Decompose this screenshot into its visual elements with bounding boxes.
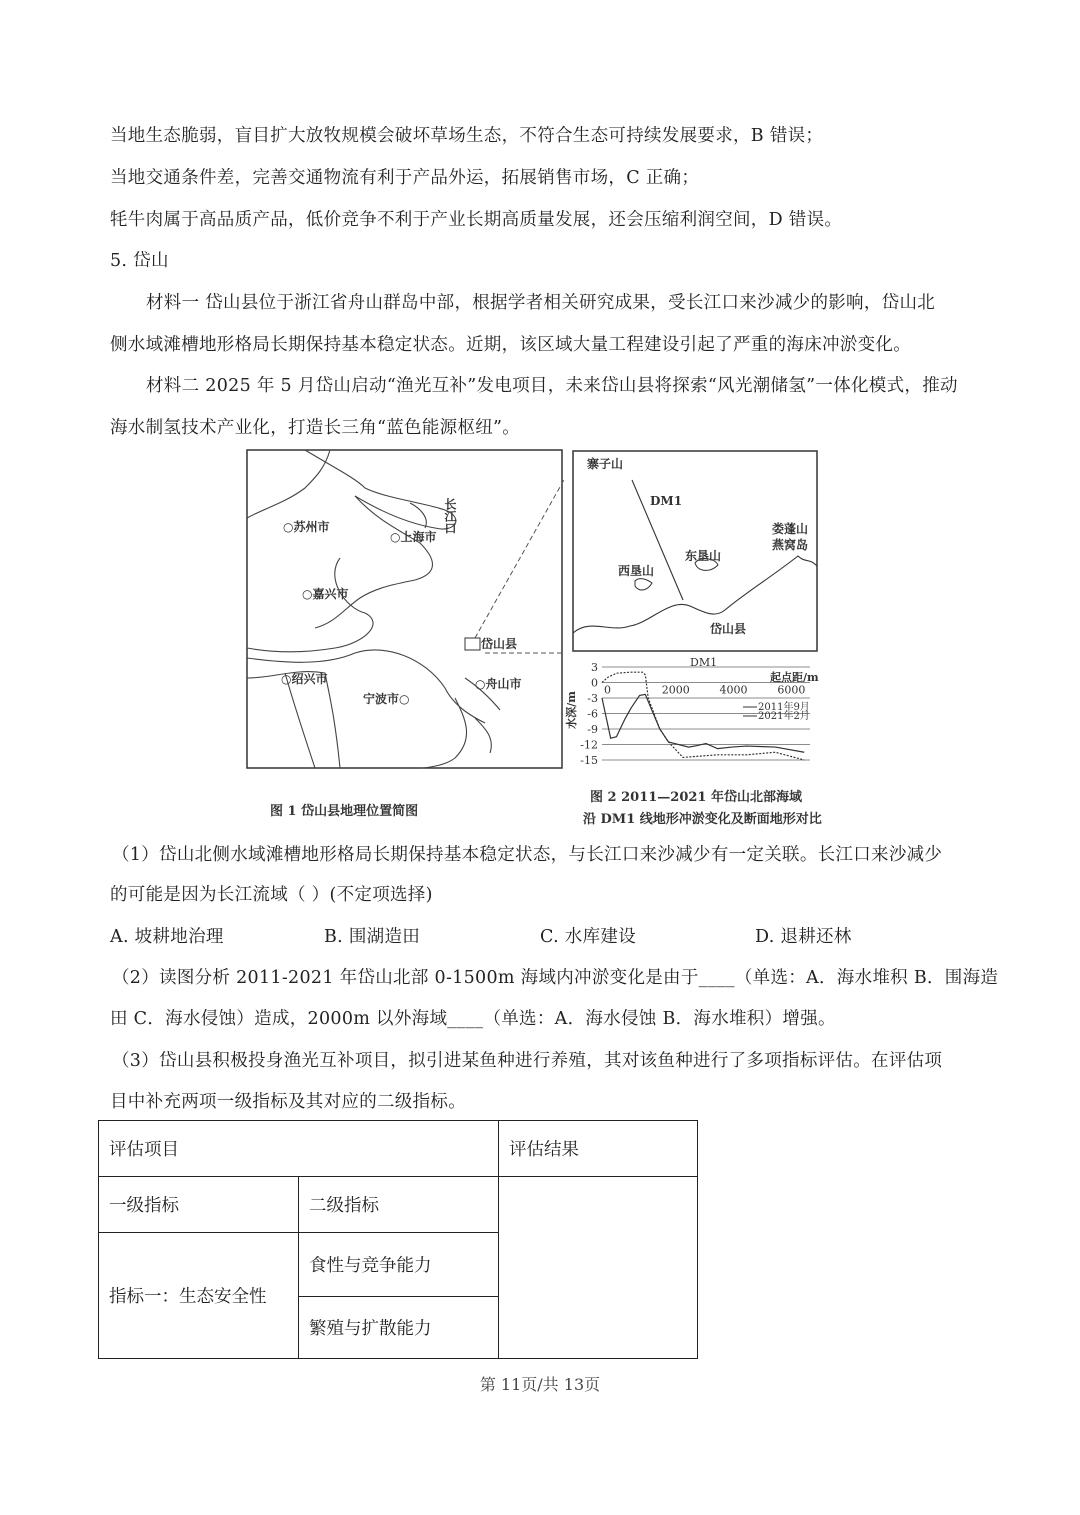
legend-label: 2011年9月 — [758, 702, 810, 713]
label-dm1: DM1 — [650, 494, 683, 508]
text-line: 海水制氢技术产业化，打造长三角“蓝色能源枢纽”。 — [110, 418, 521, 438]
y-tick-label: -15 — [580, 754, 598, 767]
label-changjiang-kou: 长江口 — [443, 498, 457, 534]
level1-header: 一级指标 — [99, 1177, 299, 1233]
sub-indicator-1: 食性与竞争能力 — [299, 1233, 499, 1297]
chart-ylabel: 水深/m — [565, 691, 578, 729]
label-yanwodao: 燕窝岛 — [772, 538, 809, 552]
question-2: （2）读图分析 2011-2021 年岱山北部 0-1500m 海域内冲淤变化是由于____（单选：A．海水堆积 B．围海造 — [112, 968, 999, 988]
x-tick-label: 0 — [604, 683, 611, 697]
page-footer: 第 11页/共 13页 — [479, 1375, 601, 1394]
x-tick-label: 2000 — [661, 683, 690, 697]
evaluation-table — [98, 1120, 698, 1359]
label-shaoxing: ○绍兴市 — [281, 672, 328, 686]
question-3: （3）岱山县积极投身渔光互补项目，拟引进某鱼种进行养殖，其对该鱼种进行了多项指标评估。在评估项 — [112, 1051, 943, 1071]
y-tick-label: 0 — [591, 676, 598, 690]
result-cell[interactable] — [499, 1177, 698, 1359]
label-shanghai: ○上海市 — [390, 530, 437, 544]
option-b: B. 围湖造田 — [324, 927, 421, 947]
figure2-caption-line2: 沿 DM1 线地形冲淤变化及断面地形对比 — [583, 812, 822, 827]
label-dongkenshan: 东垦山 — [685, 549, 722, 563]
text-line: 当地交通条件差，完善交通物流有利于产品外运，拓展销售市场，C 正确； — [110, 168, 700, 188]
figure1-map — [245, 448, 565, 773]
legend-label: 2021年2月 — [758, 711, 810, 722]
chart-xlabel: 起点距/m — [770, 671, 819, 684]
level2-header: 二级指标 — [299, 1177, 499, 1233]
x-tick-label: 6000 — [777, 683, 806, 697]
question-number: 5. 岱山 — [110, 251, 169, 271]
label-xikenshan: 西垦山 — [618, 564, 655, 578]
label-zhaizishan: 寨子山 — [587, 457, 624, 471]
question-1-cont: 的可能是因为长江流域（ ）(不定项选择) — [110, 885, 433, 905]
option-a: A. 坡耕地治理 — [110, 927, 224, 947]
header-item: 评估项目 — [99, 1121, 499, 1177]
option-c: C. 水库建设 — [540, 927, 636, 947]
figure2-chart — [565, 650, 830, 775]
label-suzhou: ○苏州市 — [283, 520, 330, 534]
y-tick-label: 3 — [591, 661, 598, 674]
figure1-caption: 图 1 岱山县地理位置简图 — [270, 804, 419, 819]
label-daishan: 岱山县 — [481, 637, 518, 651]
y-tick-label: -3 — [587, 692, 598, 705]
y-tick-label: -6 — [587, 707, 598, 721]
material-two: 材料二 2025 年 5 月岱山启动“渔光互补”发电项目，未来岱山县将探索“风光潮储氢”一体化模式，推动 — [146, 376, 958, 396]
option-d: D. 退耕还林 — [755, 927, 852, 947]
label-jiaxing: ○嘉兴市 — [302, 587, 349, 601]
label-ningbo: 宁波市○ — [363, 692, 410, 706]
chart-title: DM1 — [690, 656, 718, 669]
question-3-cont: 目中补充两项一级指标及其对应的二级指标。 — [110, 1092, 466, 1112]
y-tick-label: -12 — [580, 738, 598, 752]
label-wupengshan: 娄蓬山 — [772, 522, 809, 536]
x-tick-label: 4000 — [719, 683, 748, 697]
text-line: 侧水域滩槽地形格局长期保持基本稳定状态。近期，该区域大量工程建设引起了严重的海床冲淤变化。 — [110, 335, 911, 355]
figure-inset-map — [570, 448, 820, 655]
material-one: 材料一 岱山县位于浙江省舟山群岛中部，根据学者相关研究成果，受长江口来沙减少的影响，岱山北 — [146, 293, 936, 313]
indicator-1: 指标一：生态安全性 — [99, 1233, 299, 1359]
question-1: （1）岱山北侧水域滩槽地形格局长期保持基本稳定状态，与长江口来沙减少有一定关联。长江口来沙减少 — [112, 845, 943, 865]
figure2-caption-line1: 图 2 2011—2021 年岱山北部海域 — [590, 790, 802, 805]
y-tick-label: -9 — [587, 723, 598, 736]
header-result: 评估结果 — [499, 1121, 698, 1177]
question-2-cont: 田 C．海水侵蚀）造成，2000m 以外海域____（单选：A．海水侵蚀 B．海水堆积）增强。 — [110, 1009, 836, 1029]
text-line: 当地生态脆弱，盲目扩大放牧规模会破坏草场生态，不符合生态可持续发展要求，B 错误； — [110, 126, 824, 146]
label-zhoushan: ○舟山市 — [475, 677, 522, 691]
label-daishan-inset: 岱山县 — [710, 622, 747, 636]
text-line: 牦牛肉属于高品质产品，低价竞争不利于产业长期高质量发展，还会压缩利润空间，D 错误。 — [110, 210, 843, 230]
sub-indicator-2: 繁殖与扩散能力 — [299, 1297, 499, 1359]
